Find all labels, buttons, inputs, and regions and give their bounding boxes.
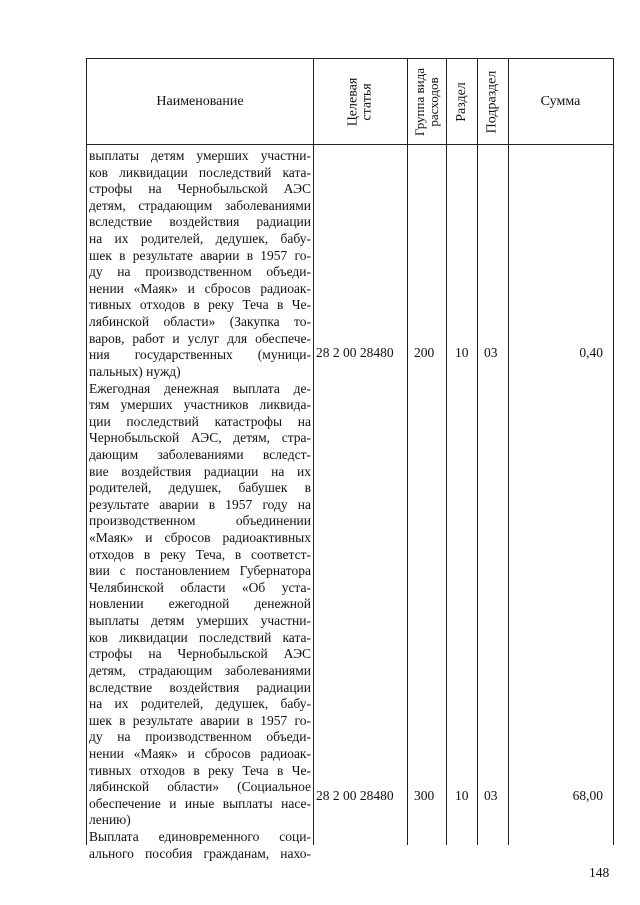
row-2-name-line: отходов в реку Теча, в соответст-: [89, 546, 311, 562]
row-2-name-line: Чернобыльской АЭС, детям, стра-: [89, 430, 311, 446]
row-1-name-line: ния государственных (муници-: [89, 347, 311, 363]
name-column: [89, 148, 311, 862]
row-2-subsection: 03: [484, 788, 498, 803]
budget-table: [86, 58, 614, 861]
row-3-name-line: Выплата единовременного соци-: [89, 828, 311, 844]
header-amount: [508, 59, 613, 144]
row-2-name-line: тям умерших участников ликвида-: [89, 397, 311, 413]
row-1-name-line: нении «Маяк» и сбросов радиоак-: [89, 280, 311, 296]
row-1-name-line: строфы на Чернобыльской АЭС: [89, 181, 311, 197]
row-2-name-line: родителей, дедушек, бабушек в: [89, 480, 311, 496]
row-1-section: 10: [455, 345, 469, 360]
row-2-name-line: производственном объединении: [89, 513, 311, 529]
row-1-name-line: ду на производственном объеди-: [89, 264, 311, 280]
header-expense-group: [407, 59, 446, 144]
row-1-target-item: 28 2 00 28480: [316, 345, 394, 360]
header-divider: [87, 144, 613, 145]
row-1-name-line: пальных) нужд): [89, 363, 181, 379]
row-2-target-item: 28 2 00 28480: [316, 788, 394, 803]
row-2-name-line: выплаты детям умерших участни-: [89, 613, 311, 629]
row-1-name-line: на их родителей, дедушек, бабу-: [89, 231, 311, 247]
row-2-name-line: Челябинской области «Об уста-: [89, 579, 311, 595]
column-divider: [313, 59, 314, 845]
header-target-item-line: Целевая: [344, 77, 360, 126]
column-divider: [477, 59, 478, 845]
row-2-name-line: тивных отходов в реку Теча в Че-: [89, 762, 311, 778]
row-2-name-line: лябинской области» (Социальное: [89, 779, 311, 795]
row-2-name-line: ков ликвидации последствий ката-: [89, 629, 311, 645]
row-1-subsection: 03: [484, 345, 498, 360]
row-2-name-line: вии с постановлением Губернатора: [89, 563, 311, 579]
row-2-name-line: результате аварии в 1957 году на: [89, 496, 311, 512]
header-target-item-label: [346, 77, 374, 126]
row-1-name-line: выплаты детям умерших участни-: [89, 148, 311, 163]
header-section: [446, 59, 477, 144]
row-2-amount: 68,00: [572, 788, 603, 803]
row-1-name-line: детям, страдающим заболеваниями: [89, 197, 311, 213]
column-divider: [508, 59, 509, 845]
row-2-name-line: обеспечение и иные выплаты насе-: [89, 795, 311, 811]
row-2-name-line: ции последствий катастрофы на: [89, 413, 311, 429]
page-number: 148: [589, 865, 610, 880]
row-2-name-line: ду на производственном объеди-: [89, 729, 311, 745]
row-2-name-line: Ежегодная денежная выплата де-: [89, 380, 311, 396]
header-subsection-label: Подраздел: [484, 70, 500, 133]
header-expense-group-line: расходов: [425, 76, 441, 127]
header-expense-group-line: Группа вида: [411, 67, 427, 136]
row-2-expense-group: 300: [414, 788, 435, 803]
row-1-name-line: шек в результате аварии в 1957 го-: [89, 247, 311, 263]
row-1-name-line: варов, работ и услуг для обеспече-: [89, 330, 311, 346]
row-2-name-line: шек в результате аварии в 1957 го-: [89, 712, 311, 728]
row-2-name-line: вследствие воздействия радиации: [89, 679, 311, 695]
row-1-name-line: вследствие воздействия радиации: [89, 214, 311, 230]
header-target-item-line: статья: [358, 82, 374, 121]
row-1-expense-group: 200: [414, 345, 435, 360]
row-2-name-line: нении «Маяк» и сбросов радиоак-: [89, 745, 311, 761]
row-1-name-line: тивных отходов в реку Теча в Че-: [89, 297, 311, 313]
row-1-name-line: лябинской области» (Закупка то-: [89, 314, 311, 330]
row-1-name-line: ков ликвидации последствий ката-: [89, 164, 311, 180]
header-amount-label: Сумма: [540, 93, 581, 109]
row-2-name-line: детям, страдающим заболеваниями: [89, 662, 311, 678]
row-2-name-line: строфы на Чернобыльской АЭС: [89, 646, 311, 662]
header-section-label: Раздел: [453, 81, 469, 122]
row-2-name-line: лению): [89, 812, 131, 828]
row-2-name-line: новлении ежегодной денежной: [89, 596, 311, 612]
header-target-item: [313, 59, 407, 144]
header-subsection: [477, 59, 508, 144]
row-3-name-line: ального пособия гражданам, нахо-: [89, 845, 311, 861]
header-name-label: Наименование: [156, 93, 244, 109]
column-divider: [446, 59, 447, 845]
row-2-name-line: на их родителей, дедушек, бабу-: [89, 696, 311, 712]
row-1-amount: 0,40: [579, 345, 603, 360]
header-name: [87, 59, 313, 144]
row-2-name-line: дающим заболеваниями вследст-: [89, 446, 311, 462]
column-divider: [407, 59, 408, 845]
row-2-name-line: вие воздействия радиации на их: [89, 463, 311, 479]
row-2-section: 10: [455, 788, 469, 803]
header-expense-group-label: [413, 68, 441, 136]
row-2-name-line: «Маяк» и сбросов радиоактивных: [89, 530, 311, 546]
